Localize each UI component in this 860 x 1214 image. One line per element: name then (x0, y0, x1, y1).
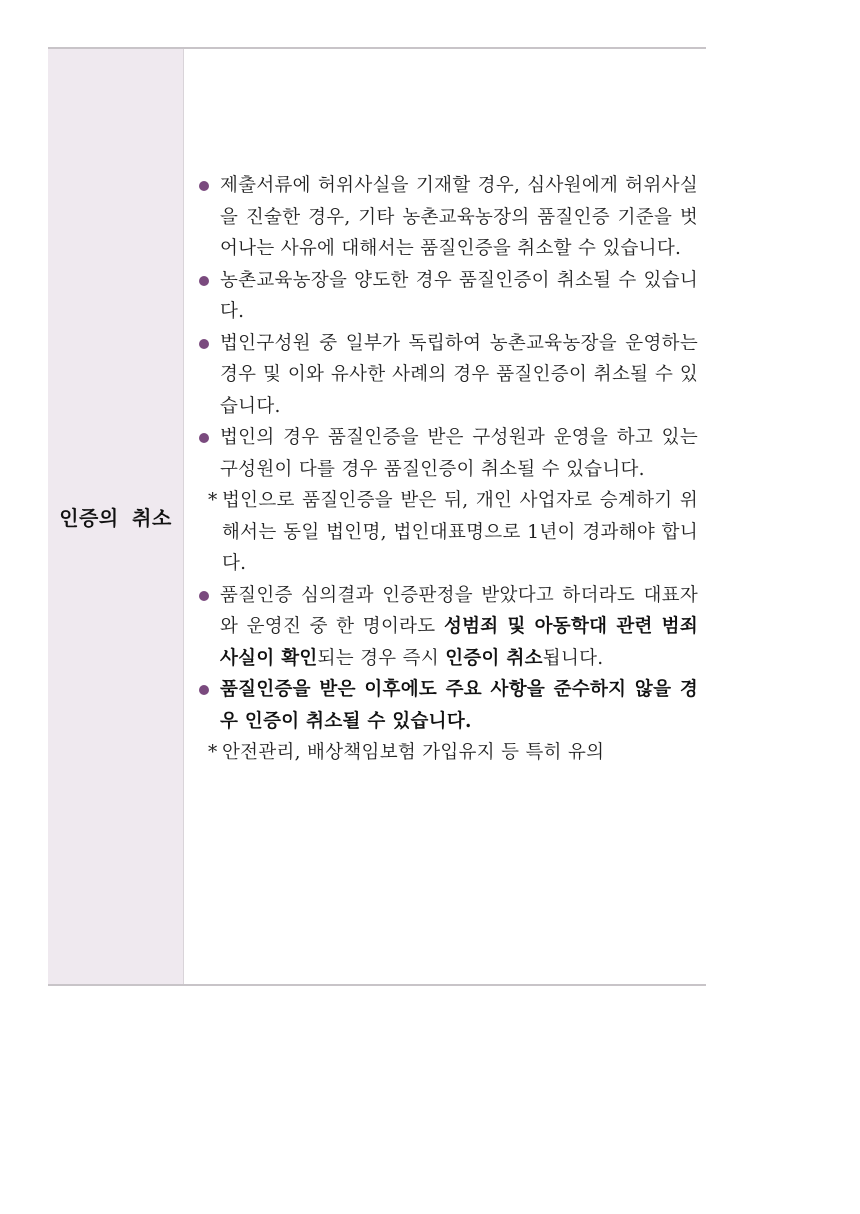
item-text-emphasis: 성범죄 및 아동학대 관련 범죄 사실이 확인 (220, 616, 699, 669)
row-label: 인증의 취소 (59, 506, 172, 530)
note-item (198, 737, 698, 769)
certification-cancellation-table (48, 47, 706, 986)
note-text: 법인으로 품질인증을 받은 뒤, 개인 사업자로 승계하기 위해서는 동일 법인명, 법인대표명으로 1년이 경과해야 합니다. (222, 490, 698, 574)
note-text: 안전관리, 배상책임보험 가입유지 등 특히 유의 (222, 742, 605, 763)
item-text-emphasis: 인증이 취소 (445, 647, 543, 669)
list-item (198, 328, 698, 423)
item-text: 법인구성원 중 일부가 독립하여 농촌교육농장을 운영하는 경우 및 이와 유사한 사례의 경우 품질인증이 취소될 수 있습니다. (220, 332, 698, 417)
bullet-dot-icon (199, 685, 209, 695)
bullet-dot-icon (199, 339, 209, 349)
bullet-dot-icon (199, 181, 209, 191)
row-content-cell (184, 49, 706, 984)
item-text-part: 품질인증 심의결과 인증판정을 받았다고 하더라도 대표자와 운영진 중 한 명이라도 (220, 584, 698, 637)
bullet-dot-icon (199, 276, 209, 286)
item-text: 품질인증을 받은 이후에도 주요 사항을 준수하지 않을 경우 인증이 취소될 수 있습니다. (220, 679, 698, 732)
note-asterisk: * (208, 742, 218, 763)
row-label-cell (48, 49, 184, 984)
bullet-dot-icon (199, 433, 209, 443)
item-text-part: 되는 경우 즉시 (317, 647, 446, 669)
note-asterisk: * (208, 490, 218, 511)
list-item (198, 674, 698, 737)
item-text-part: 됩니다. (542, 647, 604, 669)
list-item (198, 265, 698, 328)
note-item (198, 485, 698, 580)
item-text: 제출서류에 허위사실을 기재할 경우, 심사원에게 허위사실을 진술한 경우, 기타 농촌교육농장의 품질인증 기준을 벗어나는 사유에 대해서는 품질인증을 취소할 수 있습니다. (220, 175, 698, 259)
bullet-dot-icon (199, 591, 209, 601)
item-text: 농촌교육농장을 양도한 경우 품질인증이 취소될 수 있습니다. (220, 269, 698, 322)
item-text: 법인의 경우 품질인증을 받은 구성원과 운영을 하고 있는 구성원이 다를 경우 품질인증이 취소될 수 있습니다. (220, 427, 698, 480)
list-item (198, 170, 698, 265)
list-item (198, 422, 698, 485)
list-item (198, 580, 698, 675)
